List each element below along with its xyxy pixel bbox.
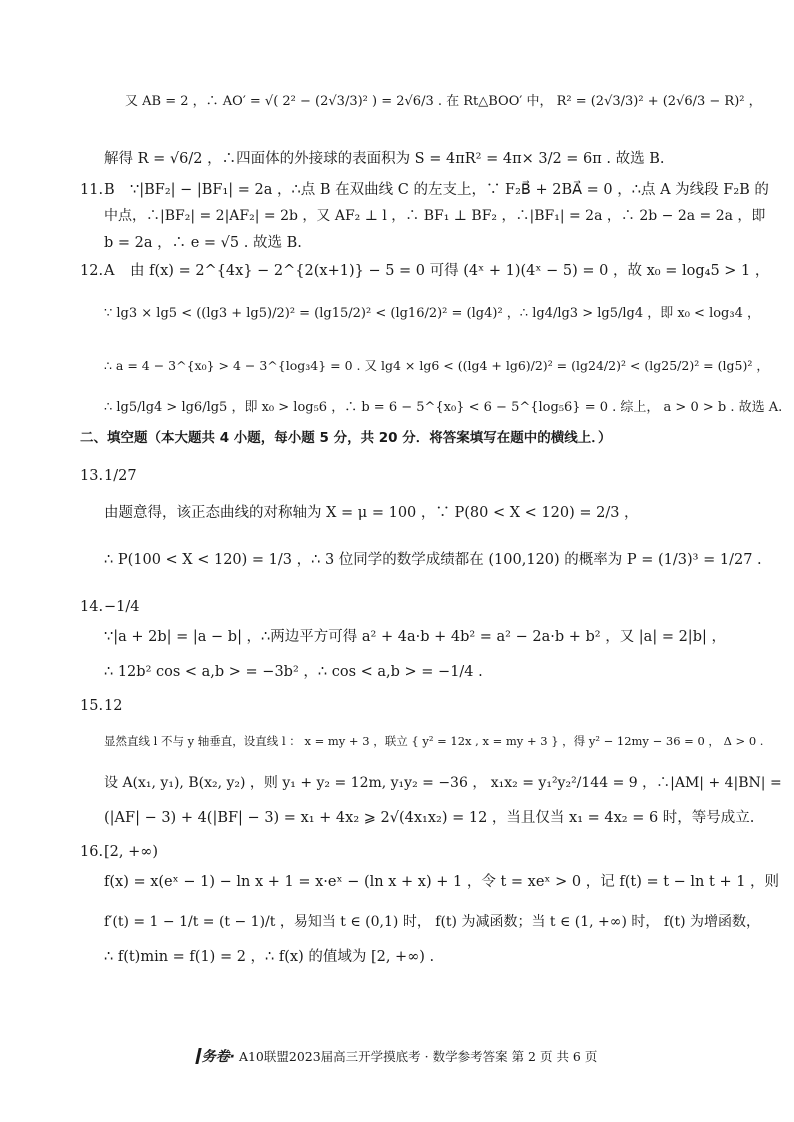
solution-line: ∴ 12b² cos < a,b > = −3b² ，∴ cos < a,b > = −1/4 . <box>104 664 483 680</box>
solution-line: 显然直线 l 不与 y 轴垂直，设直线 l ： x = my + 3 ，联立 { y² = 12x , x = my + 3 } ，得 y² − 12my − 36 = 0 ， Δ > 0 . <box>104 734 764 748</box>
solution-line: 设 A(x₁, y₁), B(x₂, y₂) ，则 y₁ + y₂ = 12m, y₁y₂ = −36 ， x₁x₂ = y₁²y₂²/144 = 9 ，∴|AM| + 4|BN| = <box>104 775 782 791</box>
solution-line: f′(t) = 1 − 1/t = (t − 1)/t ，易知当 t ∈ (0,1) 时， f(t) 为减函数；当 t ∈ (1, +∞) 时， f(t) 为增函数， <box>104 914 760 930</box>
question-number: 11. <box>80 182 104 198</box>
question-answer: 12 <box>104 698 123 714</box>
solution-line: 由题意得，该正态曲线的对称轴为 X = μ = 100 ，∵ P(80 < X < 120) = 2/3 ， <box>104 505 639 521</box>
solution-line: ∴ a = 4 − 3^{x₀} > 4 − 3^{log₃4} = 0 . 又 lg4 × lg6 < ((lg4 + lg6)/2)² = (lg24/2)² < (lg25/2)² = (lg5)² ， <box>104 358 769 373</box>
question-answer: 1/27 <box>104 468 137 484</box>
solution-line: (|AF| − 3) + 4(|BF| − 3) = x₁ + 4x₂ ⩾ 2√(4x₁x₂) = 12 ，当且仅当 x₁ = 4x₂ = 6 时，等号成立. <box>104 810 755 826</box>
solution-line: 中点，∴|BF₂| = 2|AF₂| = 2b ，又 AF₂ ⊥ l ，∴ BF₁ ⊥ BF₂ ，∴|BF₁| = 2a ，∴ 2b − 2a = 2a ，即 <box>104 208 766 224</box>
footer-logo: 务卷· <box>201 1049 235 1065</box>
solution-line: ∴ lg5/lg4 > lg6/lg5 ，即 x₀ > log₅6 ，∴ b = 6 − 5^{x₀} < 6 − 5^{log₅6} = 0 . 综上， a > 0 > b . 故选 A. <box>104 400 783 415</box>
section-heading: 二、填空题（本大题共 4 小题，每小题 5 分，共 20 分．将答案填写在题中的横线上．） <box>80 430 612 446</box>
solution-line: ∴ f(t)min = f(1) = 2 ，∴ f(x) 的值域为 [2, +∞) . <box>104 949 435 965</box>
question-number: 15. <box>80 698 104 714</box>
logo-mark-icon <box>195 1048 201 1064</box>
footer-text: A10联盟2023届高三开学摸底考 · 数学参考答案 第 2 页 共 6 页 <box>238 1049 598 1064</box>
page-footer <box>0 1046 794 1066</box>
question-number: 14. <box>80 599 104 615</box>
solution-line: ∵|BF₂| − |BF₁| = 2a ，∴点 B 在双曲线 C 的左支上，∵ F₂B⃗ + 2BA⃗ = 0 ，∴点 A 为线段 F₂B 的 <box>130 182 769 198</box>
question-number: 16. <box>80 844 104 860</box>
question-answer: −1/4 <box>104 599 140 615</box>
solution-line: 由 f(x) = 2^{4x} − 2^{2(x+1)} − 5 = 0 可得 (4ˣ + 1)(4ˣ − 5) = 0 ，故 x₀ = log₄5 > 1 ， <box>130 263 770 279</box>
question-answer: [2, +∞) <box>104 844 158 860</box>
solution-line: 又 AB = 2 ，∴ AO′ = √( 2² − (2√3/3)² ) = 2√6/3 . 在 Rt△BOO′ 中， R² = (2√3/3)² + (2√6/3 − R)² ， <box>125 94 762 109</box>
question-number: 12. <box>80 263 104 279</box>
question-answer: A <box>104 263 115 279</box>
solution-line: ∵|a + 2b| = |a − b| ，∴两边平方可得 a² + 4a·b + 4b² = a² − 2a·b + b² ，又 |a| = 2|b| ， <box>104 629 726 645</box>
question-number: 13. <box>80 468 104 484</box>
solution-line: f(x) = x(eˣ − 1) − ln x + 1 = x·eˣ − (ln x + x) + 1 ，令 t = xeˣ > 0 ，记 f(t) = t − ln t + 1 ，则 <box>104 874 780 890</box>
solution-line: ∴ P(100 < X < 120) = 1/3 ，∴ 3 位同学的数学成绩都在 (100,120) 的概率为 P = (1/3)³ = 1/27 . <box>104 552 762 568</box>
solution-line: 解得 R = √6/2 ，∴四面体的外接球的表面积为 S = 4πR² = 4π× 3/2 = 6π . 故选 B. <box>104 151 665 167</box>
question-answer: B <box>104 182 115 198</box>
solution-line: b = 2a ，∴ e = √5 . 故选 B. <box>104 235 302 251</box>
solution-line: ∵ lg3 × lg5 < ((lg3 + lg5)/2)² = (lg15/2)² < (lg16/2)² = (lg4)² ，∴ lg4/lg3 > lg5/lg4 ，即 x₀ < log₃4 ， <box>104 306 760 321</box>
